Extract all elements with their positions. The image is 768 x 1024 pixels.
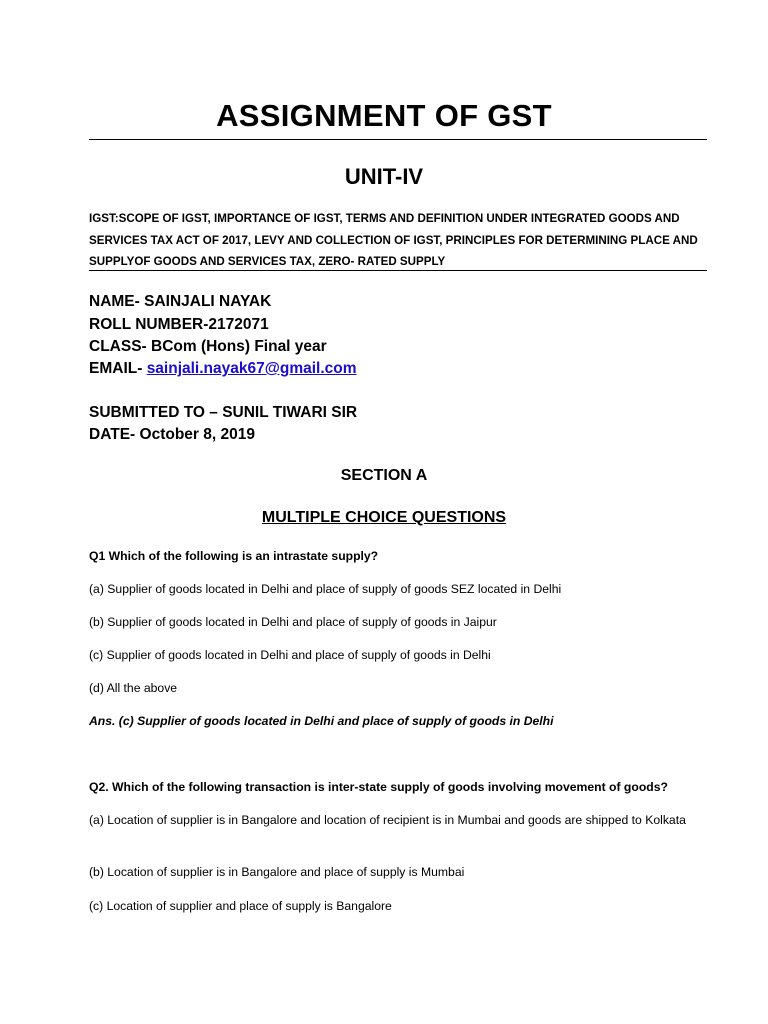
- submitted-to: SUBMITTED TO – SUNIL TIWARI SIR: [89, 404, 358, 421]
- q1-option-b: (b) Supplier of goods located in Delhi and place of supply of goods in Jaipur: [89, 615, 497, 629]
- q1-option-d: (d) All the above: [89, 681, 178, 695]
- q2-option-c: (c) Location of supplier and place of supply is Bangalore: [89, 899, 392, 913]
- title-divider: [89, 139, 707, 140]
- q2-option-b: (b) Location of supplier is in Bangalore and place of supply is Mumbai: [89, 865, 465, 879]
- email-line: [89, 359, 357, 379]
- document-title: ASSIGNMENT OF GST: [216, 98, 552, 133]
- unit-heading: UNIT-IV: [344, 164, 424, 189]
- unit-topics: IGST:SCOPE OF IGST, IMPORTANCE OF IGST, TERMS AND DEFINITION UNDER INTEGRATED GOODS AND SERVICES TAX ACT OF 2017, LEVY AND COLLECTION OF IGST, PRINCIPLES FOR DETERMINING PLACE AND SUPPLYOF GOODS AND SERVICES TAX, ZERO- RATED SUPPLY: [89, 212, 698, 268]
- submission-date: DATE- October 8, 2019: [89, 426, 255, 443]
- section-heading: SECTION A: [340, 467, 428, 484]
- mcq-heading: MULTIPLE CHOICE QUESTIONS: [261, 509, 507, 526]
- email-label: EMAIL-: [89, 360, 147, 377]
- email-link[interactable]: sainjali.nayak67@gmail.com: [146, 360, 357, 377]
- q2-option-a: (a) Location of supplier is in Bangalore and location of recipient is in Mumbai and goods are shipped to Kolkata: [89, 813, 686, 827]
- q1-option-c: (c) Supplier of goods located in Delhi and place of supply of goods in Delhi: [89, 648, 491, 662]
- q1-question: Q1 Which of the following is an intrastate supply?: [89, 549, 379, 563]
- q1-answer: Ans. (c) Supplier of goods located in Delhi and place of supply of goods in Delhi: [89, 714, 554, 728]
- student-name: NAME- SAINJALI NAYAK: [89, 293, 272, 310]
- q2-question: Q2. Which of the following transaction is inter-state supply of goods involving movement of goods?: [89, 780, 668, 794]
- class-info: CLASS- BCom (Hons) Final year: [89, 338, 327, 355]
- roll-number: ROLL NUMBER-2172071: [89, 316, 269, 333]
- topics-divider: [89, 270, 707, 271]
- q1-option-a: (a) Supplier of goods located in Delhi and place of supply of goods SEZ located in Delhi: [89, 582, 562, 596]
